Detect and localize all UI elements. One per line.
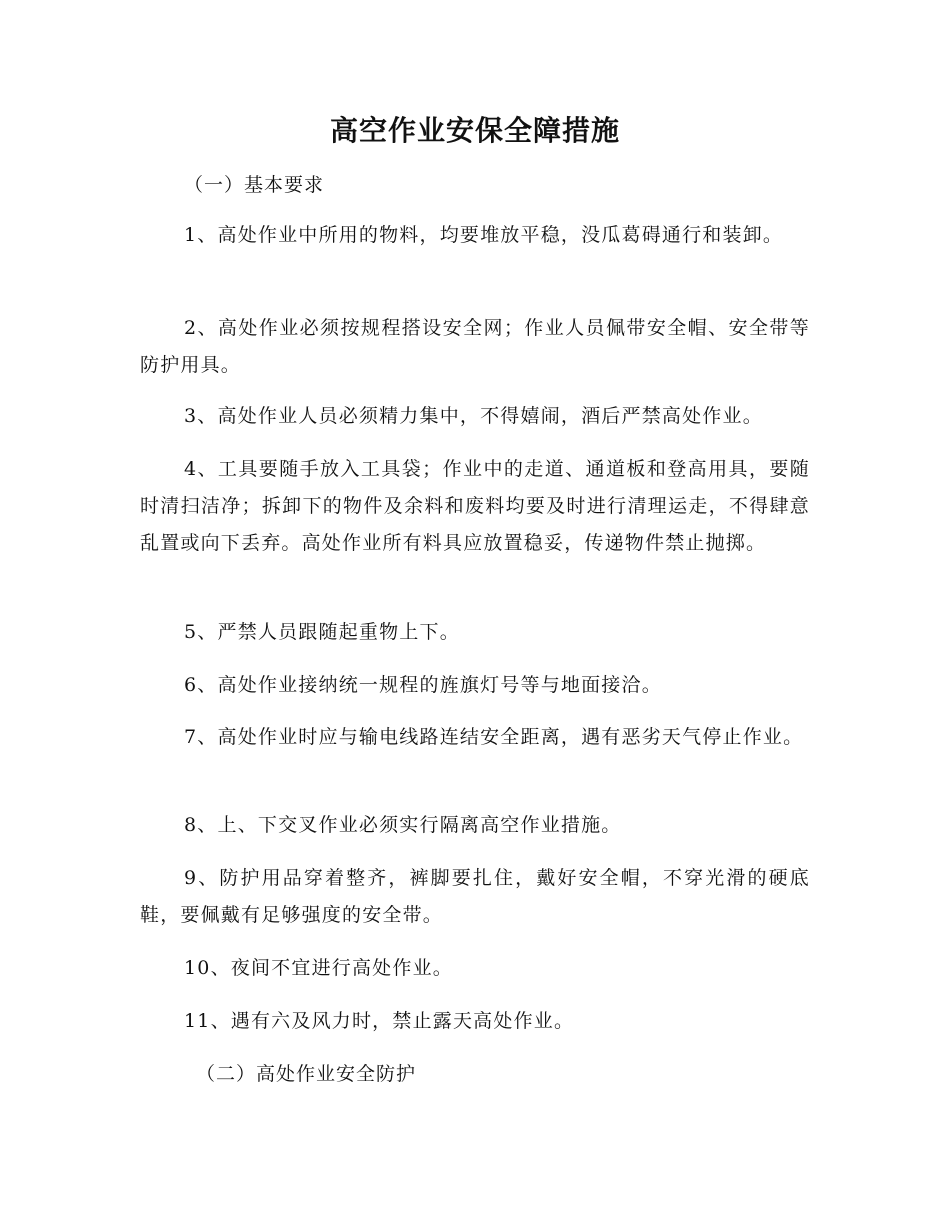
page-title: 高空作业安保全障措施 (329, 114, 620, 147)
paragraph-8: 8、上、下交叉作业必须实行隔离高空作业措施。 (184, 814, 622, 836)
section-heading-basic-requirements: （一）基本要求 (184, 174, 325, 196)
paragraph-2: 2、高处作业必须按规程搭设安全网；作业人员佩带安全帽、安全带等防护用具。 (140, 317, 810, 376)
paragraph-11: 11、遇有六及风力时，禁止露天高处作业。 (184, 1010, 575, 1032)
paragraph-3: 3、高处作业人员必须精力集中，不得嬉闹，酒后严禁高处作业。 (184, 405, 763, 427)
paragraph-7: 7、高处作业时应与输电线路连结安全距离，遇有恶劣天气停止作业。 (184, 726, 804, 748)
paragraph-10: 10、夜间不宜进行高处作业。 (184, 957, 453, 979)
paragraph-1: 1、高处作业中所用的物料，均要堆放平稳，没瓜葛碍通行和装卸。 (184, 224, 784, 246)
paragraph-9: 9、防护用品穿着整齐，裤脚要扎住，戴好安全帽，不穿光滑的硬底鞋，要佩戴有足够强度的安全带。 (140, 867, 810, 926)
paragraph-6: 6、高处作业接纳统一规程的旌旗灯号等与地面接洽。 (184, 674, 662, 696)
section-heading-safety-protection: （二）高处作业安全防护 (196, 1063, 417, 1085)
paragraph-5: 5、严禁人员跟随起重物上下。 (184, 621, 460, 643)
paragraph-4: 4、工具要随手放入工具袋；作业中的走道、通道板和登高用具，要随时清扫洁净；拆卸下的物件及余料和废料均要及时进行清理运走，不得肆意乱置或向下丢弃。高处作业所有料具应放置稳妥，传递物件禁止抛掷。 (140, 458, 810, 554)
